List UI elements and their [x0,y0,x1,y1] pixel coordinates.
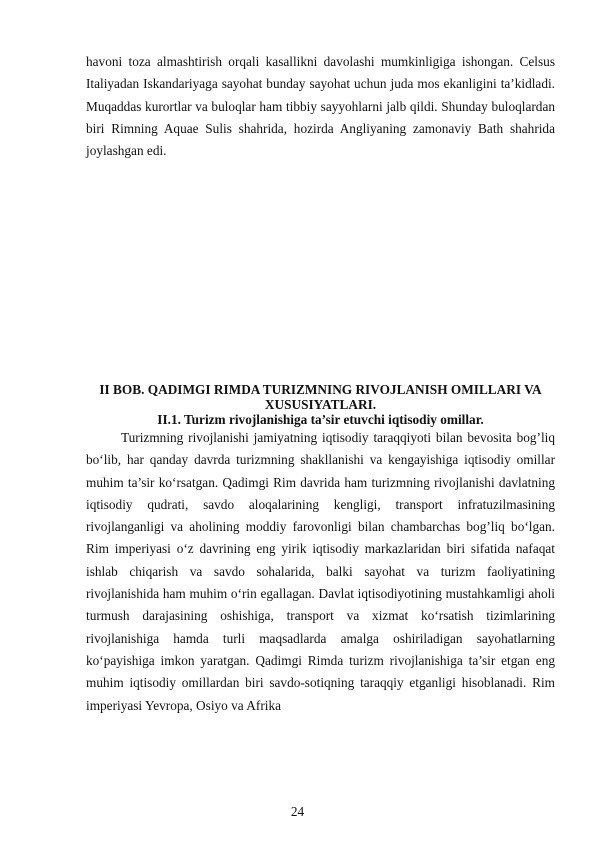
chapter-heading: II BOB. QADIMGI RIMDA TURIZMNING RIVOJLANISH OMILLARI VA XUSUSIYATLARI. [99,382,542,412]
section-heading: II.1. Turizm rivojlanishiga ta’sir etuvchi iqtisodiy omillar. [157,412,484,427]
page-number: 24 [290,804,305,819]
body-paragraph-main: Turizmning rivojlanishi jamiyatning iqtisodiy taraqqiyoti bilan bevosita bog’liq bo‘lib, har qanday davrda turizmning shakllanishi va kengayishiga iqtisodiy omillar muhim ta’sir ko‘rsatgan. Qadimgi Rim davrida ham turizmning rivojlanishi davlatning iqtisodiy qudrati, savdo aloqalarining kengligi, transport infratuzilmasining rivojlanganligi va aholining moddiy farovonligi bilan chambarchas bog’liq bo‘lgan. Rim imperiyasi o‘z davrining eng yirik iqtisodiy markazlaridan biri sifatida nafaqat ishlab chiqarish va savdo sohalarida, balki sayohat va turizm faoliyatining rivojlanishida ham muhim o‘rin egallagan. Davlat iqtisodiyotining mustahkamligi aholi turmush darajasining oshishiga, transport va xizmat ko‘rsatish tizimlarining rivojlanishiga hamda turli maqsadlarda amalga oshiriladigan sayohatlarning ko‘payishiga imkon yaratgan. Qadimgi Rimda turizm rivojlanishiga ta’sir etgan eng muhim iqtisodiy omillardan biri savdo-sotiqning taraqqiy etganligi hisoblanadi. Rim imperiyasi Yevropa, Osiyo va Afrika [86,430,555,713]
body-paragraph-top: havoni toza almashtirish orqali kasallikni davolashi mumkinligiga ishongan. Celsus Italiyadan Iskandariyaga sayohat bunday sayohat uchun juda mos ekanligini ta’kidladi. Muqaddas kurortlar va buloqlar ham tibbiy sayyohlarni jalb qildi. Shunday buloqlardan biri Rimning Aquae Sulis shahrida, hozirda Angliyaning zamonaviy Bath shahrida joylashgan edi. [86,54,555,159]
